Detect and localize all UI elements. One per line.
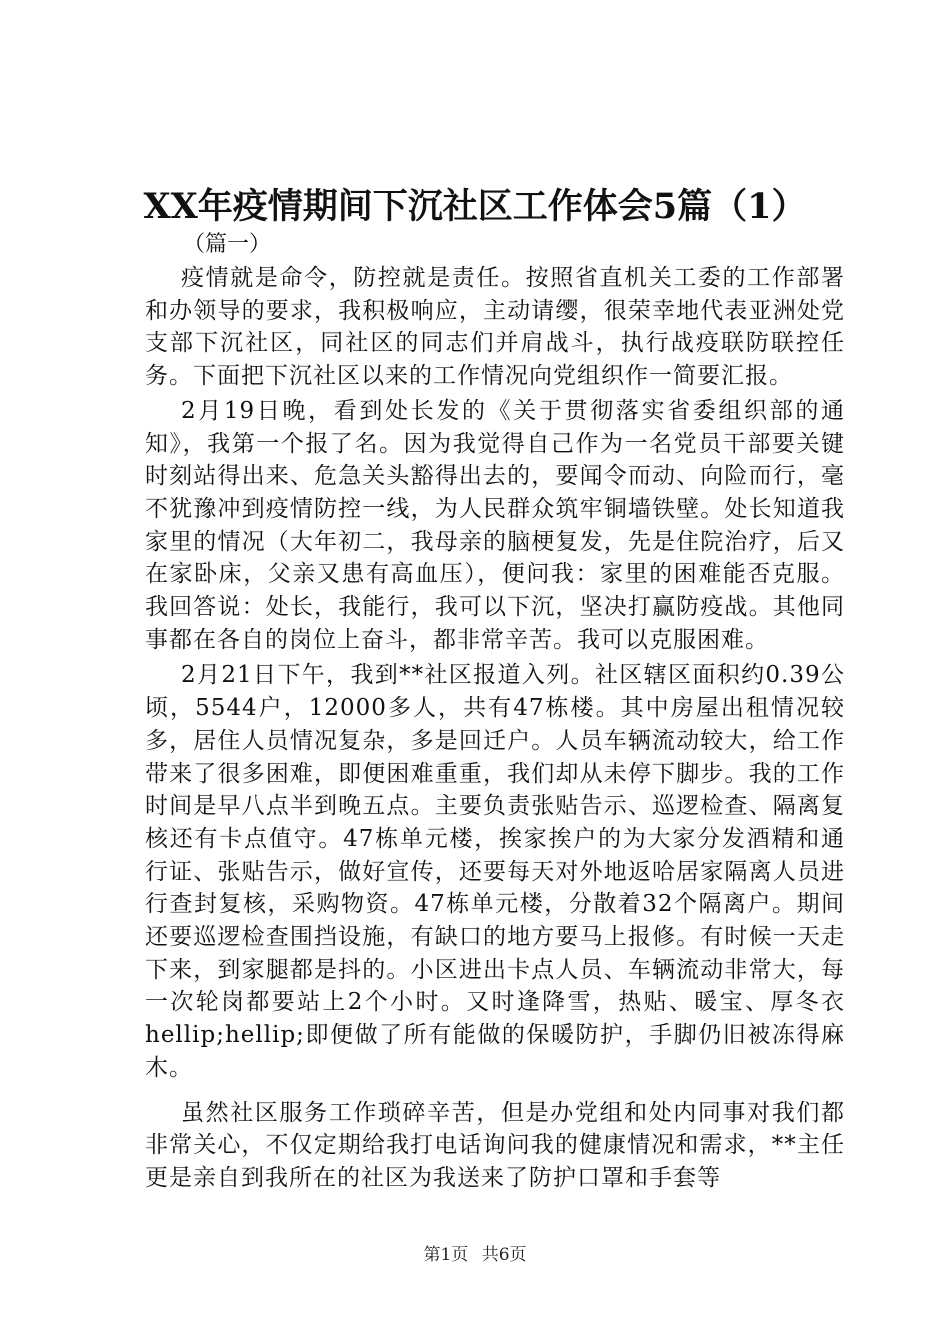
document-title: XX年疫情期间下沉社区工作体会5篇（1） xyxy=(143,186,807,227)
paragraph-2: 2月19日晚，看到处长发的《关于贯彻落实省委组织部的通知》，我第一个报了名。因为我觉得自己作为一名党员干部要关键时刻站得出来、危急关头豁得出去的，要闻令而动、向险而行，毫不犹豫冲到疫情防控一线，为人民群众筑牢铜墙铁壁。处长知道我家里的情况（大年初二，我母亲的脑梗复发，先是住院治疗，后又在家卧床，父亲又患有高血压），便问我：家里的困难能否克服。我回答说：处长，我能行，我可以下沉，坚决打赢防疫战。其他同事都在各自的岗位上奋斗，都非常辛苦。我可以克服困难。 xyxy=(145,397,845,653)
section-label: （篇一） xyxy=(183,232,272,257)
page-number-current: 第1页 xyxy=(423,1245,469,1265)
page-footer xyxy=(0,1243,950,1267)
document-body xyxy=(145,228,845,1195)
paragraph-4: 虽然社区服务工作琐碎辛苦，但是办党组和处内同事对我们都非常关心，不仅定期给我打电话询问我的健康情况和需求，**主任更是亲自到我所在的社区为我送来了防护口罩和手套等 xyxy=(145,1099,845,1191)
page-number-total: 共6页 xyxy=(481,1245,527,1265)
paragraph-3: 2月21日下午，我到**社区报道入列。社区辖区面积约0.39公顷，5544户，12000多人，共有47栋楼。其中房屋出租情况较多，居住人员情况复杂，多是回迁户。人员车辆流动较大，给工作带来了很多困难，即便困难重重，我们却从未停下脚步。我的工作时间是早八点半到晚五点。主要负责张贴告示、巡逻检查、隔离复核还有卡点值守。47栋单元楼，挨家挨户的为大家分发酒精和通行证、张贴告示，做好宣传，还要每天对外地返哈居家隔离人员进行查封复核，采购物资。47栋单元楼，分散着32个隔离户。期间还要巡逻检查围挡设施，有缺口的地方要马上报修。有时候一天走下来，到家腿都是抖的。小区进出卡点人员、车辆流动非常大，每一次轮岗都要站上2个小时。又时逢降雪，热贴、暖宝、厚冬衣hellip;hellip;即便做了所有能做的保暖防护，手脚仍旧被冻得麻木。 xyxy=(145,662,845,1081)
paragraph-1: 疫情就是命令，防控就是责任。按照省直机关工委的工作部署和办领导的要求，我积极响应，主动请缨，很荣幸地代表亚洲处党支部下沉社区，同社区的同志们并肩战斗，执行战疫联防联控任务。下面把下沉社区以来的工作情况向党组织作一简要汇报。 xyxy=(145,265,845,390)
